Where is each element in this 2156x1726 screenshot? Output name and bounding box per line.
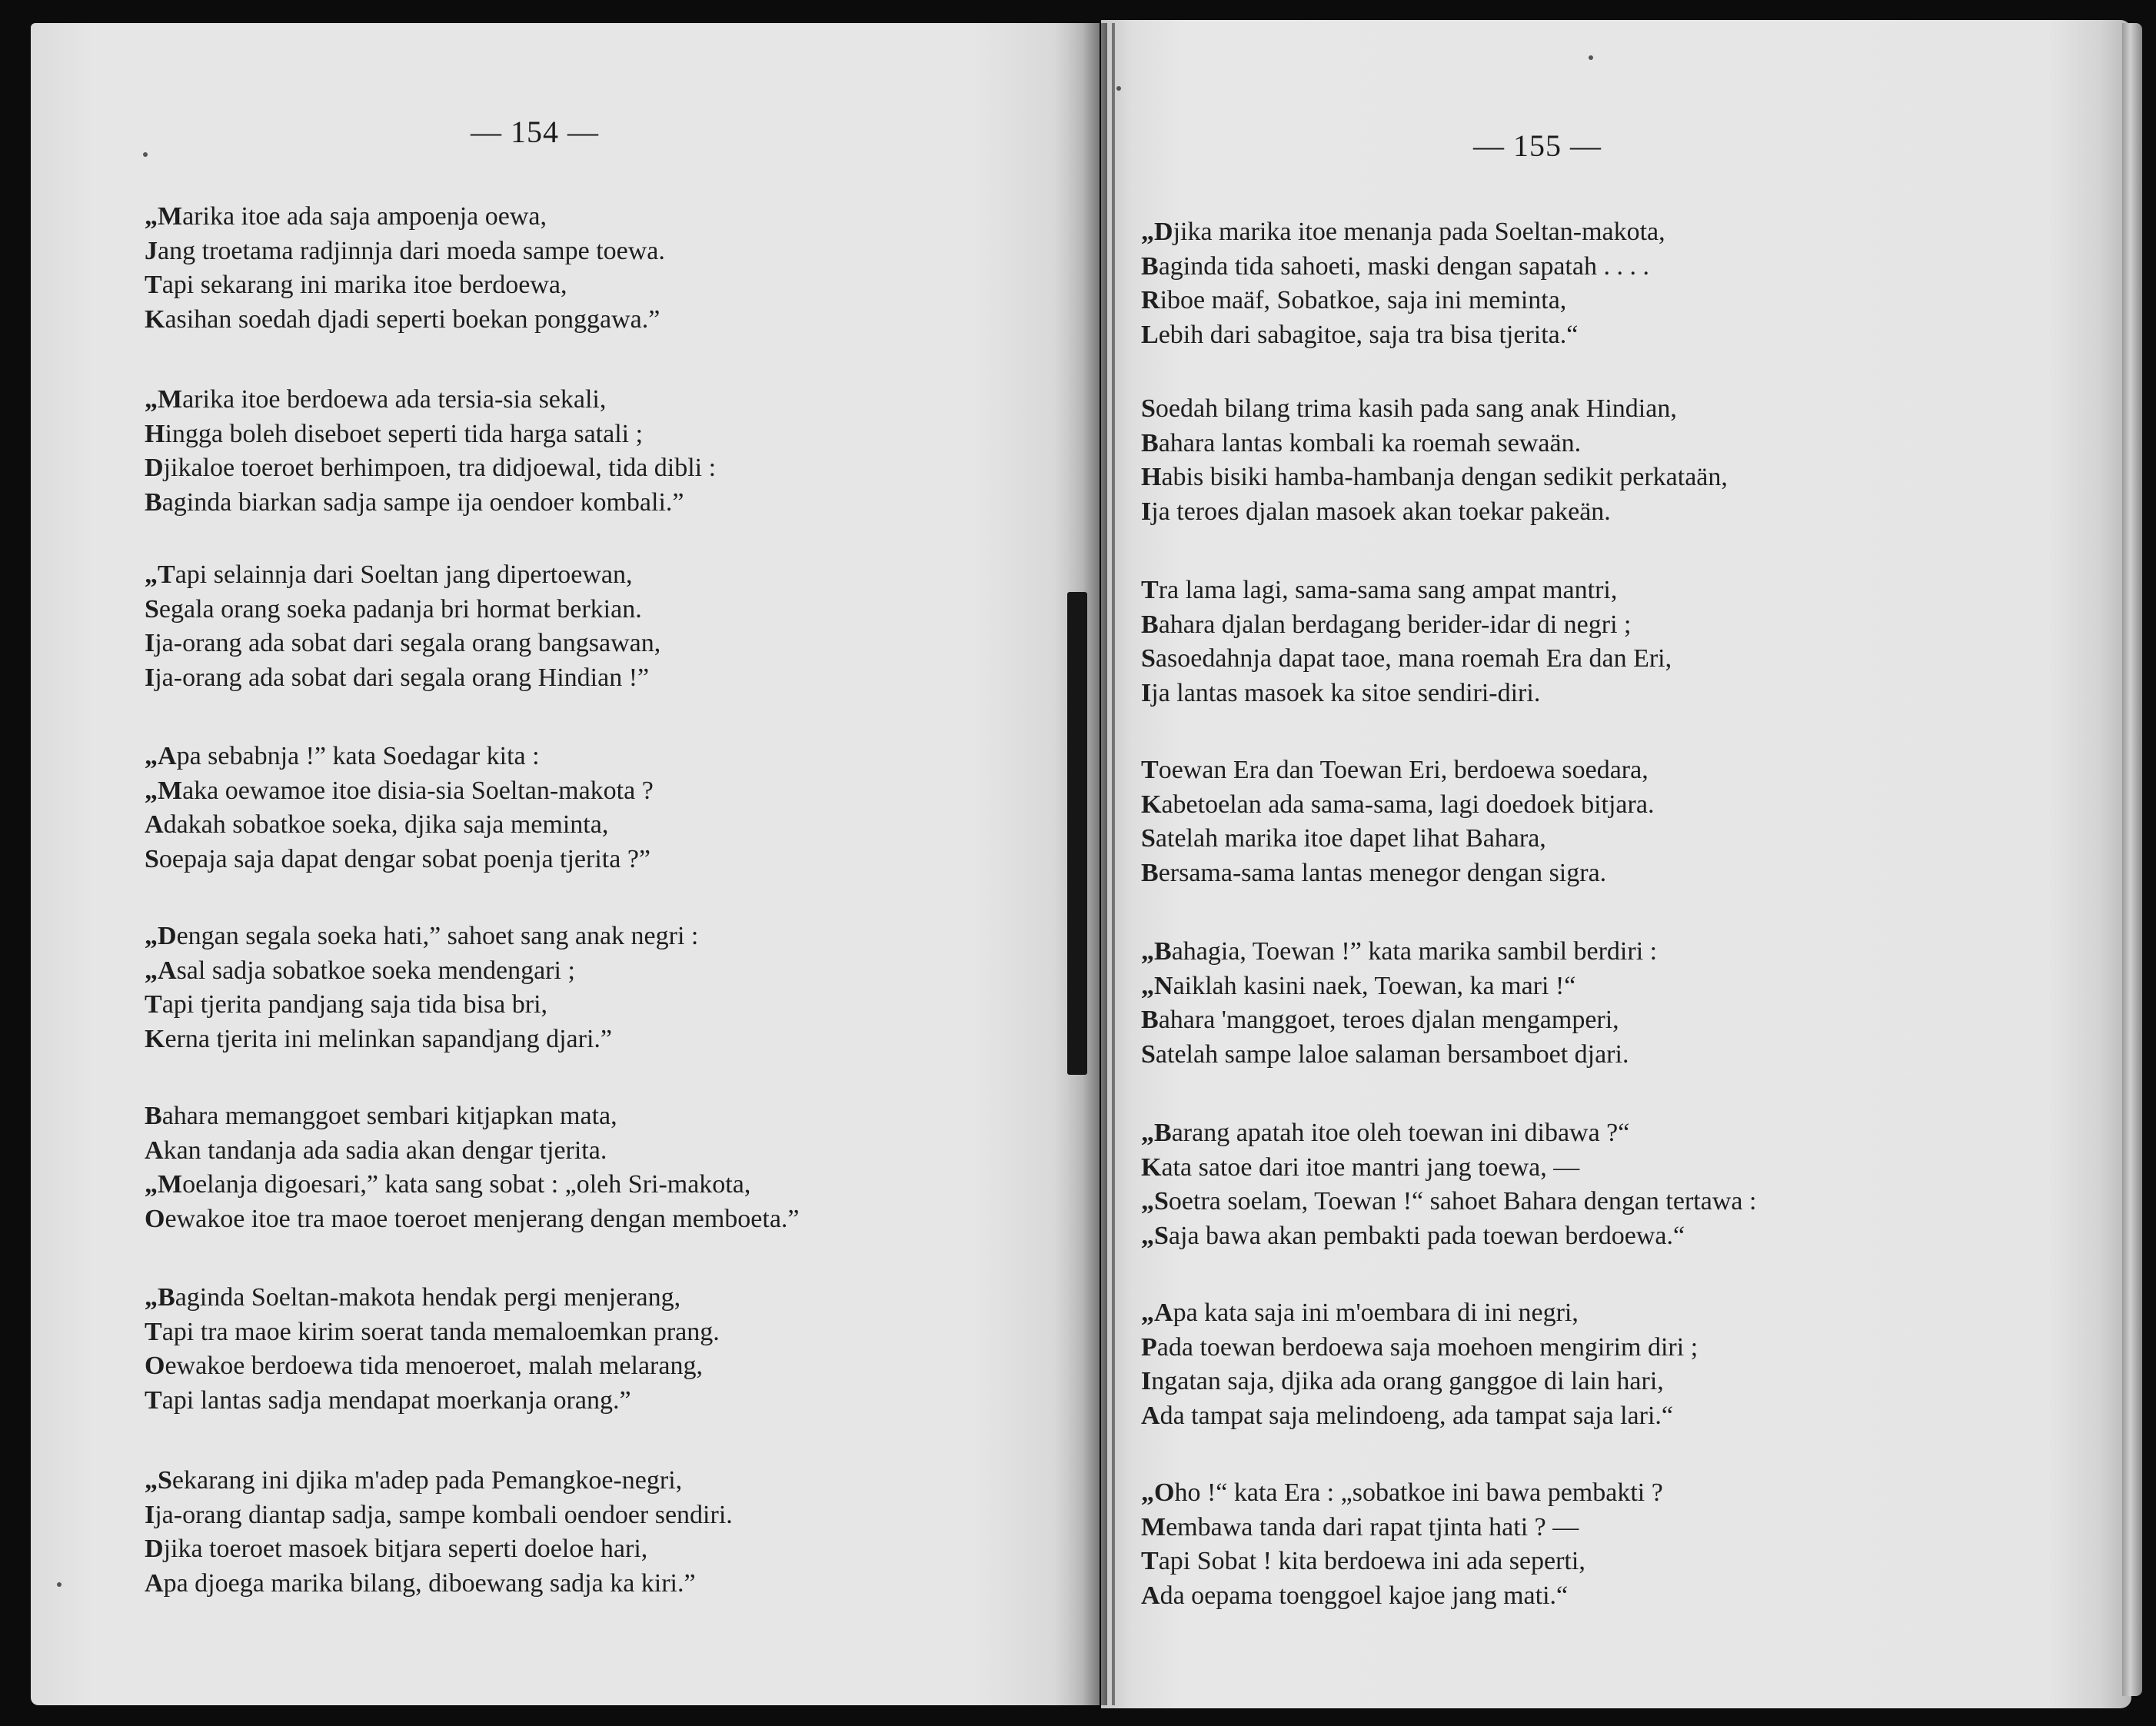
verse-line: Tra lama lagi, sama-sama sang ampat mantri, [1141, 576, 1618, 604]
verse-line: Oewakoe itoe tra maoe toeroet menjerang dengan memboeta.” [145, 1204, 800, 1233]
verse-line: Oewakoe berdoewa tida menoeroet, malah melarang, [145, 1352, 703, 1380]
left-stanza-5 [145, 920, 698, 1056]
right-stanza-7 [1141, 1296, 1698, 1433]
verse-line: „Barang apatah itoe oleh toewan ini dibawa ?“ [1141, 1119, 1630, 1147]
left-stanza-4 [145, 740, 654, 876]
paper-speck [1589, 55, 1593, 60]
gutter-fold-line [1112, 23, 1115, 1705]
page-number-right: — 155 — [1473, 128, 1602, 163]
verse-line: „Apa sebabnja !” kata Soedagar kita : [145, 742, 540, 770]
verse-line: „Soetra soelam, Toewan !“ sahoet Bahara dengan tertawa : [1141, 1187, 1757, 1216]
left-stanza-3 [145, 558, 660, 695]
left-stanza-1 [145, 200, 665, 337]
verse-line: Tapi lantas sadja mendapat moerkanja orang.” [145, 1385, 631, 1415]
verse-line: „Marika itoe ada saja ampoenja oewa, [145, 202, 547, 231]
verse-line: „Moelanja digoesari,” kata sang sobat : „oleh Sri-makota, [145, 1170, 751, 1199]
verse-line: Baginda tida sahoeti, maski dengan sapatah . . . . [1141, 251, 1649, 281]
verse-line: Djika toeroet masoek bitjara seperti doeloe hari, [145, 1535, 648, 1563]
right-stanza-5 [1141, 935, 1657, 1072]
right-stanza-6 [1141, 1116, 1756, 1253]
verse-line: Sasoedahnja dapat taoe, mana roemah Era dan Eri, [1141, 644, 1672, 673]
verse-line: „Oho !“ kata Era : „sobatkoe ini bawa pembakti ? [1141, 1478, 1663, 1507]
verse-line: Bahara djalan berdagang berider-idar di negri ; [1141, 610, 1632, 639]
verse-line: „Apa kata saja ini m'oembara di ini negri, [1141, 1299, 1579, 1327]
verse-line: Kasihan soedah djadi seperti boekan ponggawa.” [145, 304, 660, 334]
verse-line: „Dengan segala soeka hati,” sahoet sang anak negri : [145, 922, 699, 950]
verse-line: Baginda biarkan sadja sampe ija oendoer kombali.” [145, 487, 684, 517]
verse-line: Ada tampat saja melindoeng, ada tampat saja lari.“ [1141, 1401, 1674, 1430]
verse-line: Kerna tjerita ini melinkan sapandjang djari.” [145, 1024, 613, 1053]
verse-line: Bahara memanggoet sembari kitjapkan mata, [145, 1102, 617, 1130]
verse-line: Ingatan saja, djika ada orang ganggoe di lain hari, [1141, 1367, 1664, 1395]
verse-line: Ija-orang ada sobat dari segala orang Hindian !” [145, 663, 650, 692]
paper-speck [143, 152, 148, 157]
left-stanza-8 [145, 1464, 733, 1601]
verse-line: Tapi tjerita pandjang saja tida bisa bri, [145, 990, 548, 1019]
verse-line: „Saja bawa akan pembakti pada toewan berdoewa.“ [1141, 1221, 1685, 1250]
verse-line: Tapi sekarang ini marika itoe berdoewa, [145, 271, 567, 299]
verse-line: Ada oepama toenggoel kajoe jang mati.“ [1141, 1581, 1569, 1610]
verse-line: Habis bisiki hamba-hambanja dengan sedikit perkataän, [1141, 463, 1728, 491]
verse-line: Soedah bilang trima kasih pada sang anak Hindian, [1141, 394, 1677, 423]
right-stanza-2 [1141, 392, 1728, 529]
left-stanza-2 [145, 383, 716, 520]
verse-line: Apa djoega marika bilang, diboewang sadja ka kiri.” [145, 1568, 696, 1598]
verse-line: „Baginda Soeltan-makota hendak pergi menjerang, [145, 1283, 681, 1312]
verse-line: „Maka oewamoe itoe disia-sia Soeltan-makota ? [145, 776, 654, 805]
verse-line: Soepaja saja dapat dengar sobat poenja tjerita ?” [145, 844, 650, 873]
verse-line: Ija-orang diantap sadja, sampe kombali oendoer sendiri. [145, 1500, 733, 1529]
verse-line: Tapi Sobat ! kita berdoewa ini ada seperti, [1141, 1547, 1585, 1575]
verse-line: „Tapi selainnja dari Soeltan jang dipertoewan, [145, 560, 633, 589]
verse-line: „Asal sadja sobatkoe soeka mendengari ; [145, 956, 575, 985]
verse-line: Satelah marika itoe dapet lihat Bahara, [1141, 824, 1546, 853]
verse-line: Ija lantas masoek ka sitoe sendiri-diri. [1141, 678, 1541, 707]
verse-line: Bersama-sama lantas menegor dengan sigra. [1141, 858, 1607, 887]
page-edge [2122, 23, 2142, 1696]
verse-line: „Sekarang ini djika m'adep pada Pemangkoe-negri, [145, 1466, 683, 1495]
verse-line: „Marika itoe berdoewa ada tersia-sia sekali, [145, 385, 607, 414]
verse-line: Tapi tra maoe kirim soerat tanda memaloemkan prang. [145, 1317, 720, 1346]
verse-line: Jang troetama radjinnja dari moeda sampe toewa. [145, 236, 665, 265]
page-number-left: — 154 — [471, 115, 599, 149]
verse-line: Akan tandanja ada sadia akan dengar tjerita. [145, 1136, 607, 1165]
verse-line: Satelah sampe laloe salaman bersamboet djari. [1141, 1039, 1629, 1069]
paper-speck [1116, 86, 1121, 91]
paper-speck [57, 1582, 62, 1587]
right-stanza-4 [1141, 753, 1654, 890]
verse-line: Riboe maäf, Sobatkoe, saja ini meminta, [1141, 286, 1567, 314]
verse-line: Hingga boleh diseboet seperti tida harga satali ; [145, 419, 644, 448]
verse-line: Adakah sobatkoe soeka, djika saja meminta, [145, 810, 609, 839]
verse-line: Ija teroes djalan masoek akan toekar pakeän. [1141, 497, 1611, 526]
verse-line: Membawa tanda dari rapat tjinta hati ? — [1141, 1512, 1579, 1541]
right-stanza-1 [1141, 215, 1665, 352]
verse-line: Bahara lantas kombali ka roemah sewaän. [1141, 428, 1582, 457]
left-stanza-7 [145, 1281, 720, 1418]
right-stanza-8 [1141, 1476, 1663, 1613]
left-stanza-6 [145, 1099, 800, 1236]
verse-line: Djikaloe toeroet berhimpoen, tra didjoewal, tida dibli : [145, 454, 717, 482]
right-stanza-3 [1141, 574, 1672, 710]
verse-line: „Bahagia, Toewan !” kata marika sambil berdiri : [1141, 937, 1658, 966]
verse-line: „Naiklah kasini naek, Toewan, ka mari !“ [1141, 971, 1576, 1000]
gutter-shadow [1067, 592, 1087, 1075]
verse-line: Toewan Era dan Toewan Eri, berdoewa soedara, [1141, 756, 1649, 784]
verse-line: Lebih dari sabagitoe, saja tra bisa tjerita.“ [1141, 320, 1579, 349]
verse-line: „Djika marika itoe menanja pada Soeltan-makota, [1141, 218, 1665, 246]
verse-line: Kata satoe dari itoe mantri jang toewa, — [1141, 1152, 1580, 1182]
verse-line: Segala orang soeka padanja bri hormat berkian. [145, 594, 642, 624]
verse-line: Ija-orang ada sobat dari segala orang bangsawan, [145, 629, 661, 657]
verse-line: Kabetoelan ada sama-sama, lagi doedoek bitjara. [1141, 790, 1655, 819]
verse-line: Bahara 'manggoet, teroes djalan mengamperi, [1141, 1006, 1619, 1034]
verse-line: Pada toewan berdoewa saja moehoen mengirim diri ; [1141, 1332, 1699, 1362]
